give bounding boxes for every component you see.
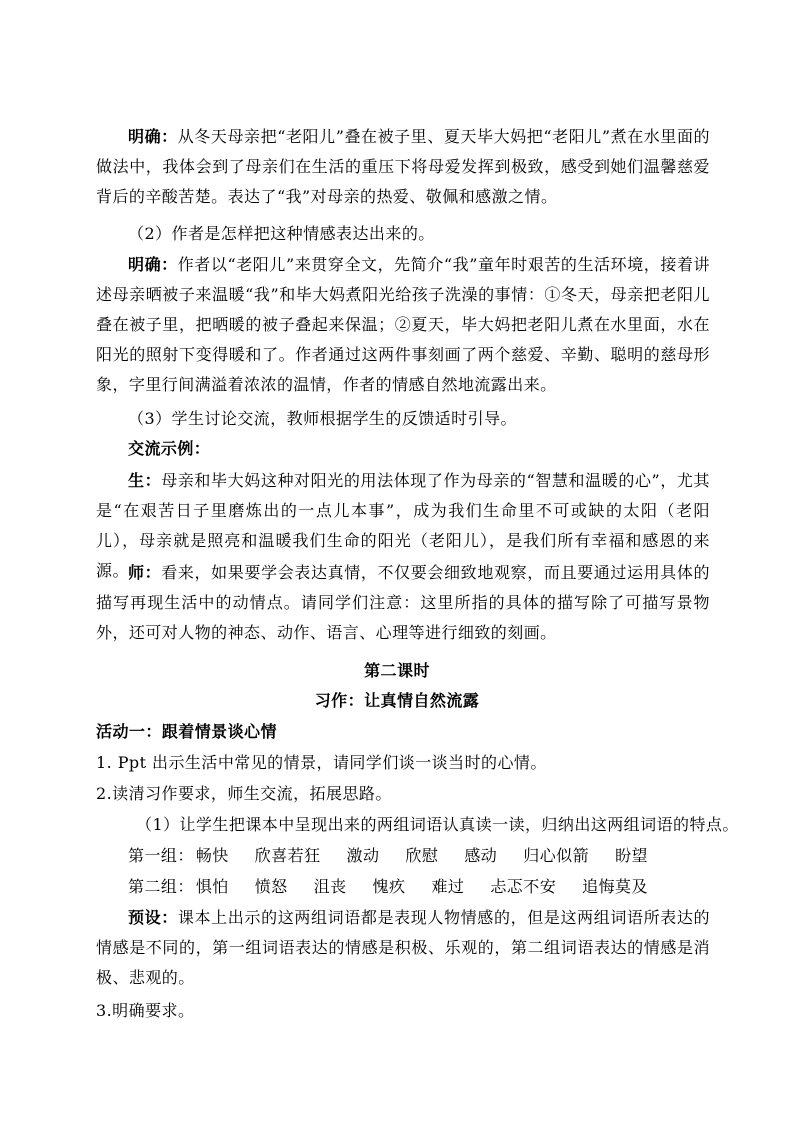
paragraph-clarify-1 bbox=[96, 122, 710, 212]
list-item-2: 2.读清习作要求，师生交流，拓展思路。 bbox=[96, 784, 392, 803]
word: 感动 bbox=[464, 846, 498, 865]
word: 畅快 bbox=[195, 846, 229, 865]
paragraph-teacher bbox=[96, 558, 710, 648]
word: 归心似箭 bbox=[523, 846, 590, 865]
word: 愤怒 bbox=[254, 877, 288, 896]
paragraph-text: 母亲和毕大妈这种对阳光的用法体现了作为母亲的“智慧和温暖的心”，尤其是“在艰苦日子里磨炼出的一点儿本事”，成为我们生命里不可或缺的太阳（老阳儿），母亲就是照亮和温暖我们生命的阳光（老阳儿），是我们所有幸福和感恩的来源。 bbox=[96, 471, 710, 580]
word: 激动 bbox=[346, 846, 380, 865]
paragraph-text: 课本上出示的这两组词语都是表现人物情感的，但是这两组词语所表达的情感是不同的，第一组词语表达的情感是积极、乐观的，第二组词语表达的情感是消极、悲观的。 bbox=[96, 908, 710, 987]
label-preset: 预设： bbox=[128, 908, 178, 927]
paragraph-text: 作者以“老阳儿”来贯穿全文，先简介“我”童年时艰苦的生活环境，接着讲述母亲晒被子来温暖“我”和毕大妈煮阳光给孩子洗澡的事情：①冬天，母亲把老阳儿叠在被子里，把晒暖的被子叠起来保温；②夏天，毕大妈把老阳儿煮在水里面，水在阳光的照射下变得暖和了。作者通过这两件事刻画了两个慈爱、辛勤、聪明的慈母形象，字里行间满溢着浓浓的温情，作者的情感自然地流露出来。 bbox=[96, 255, 710, 394]
label-teacher: 师： bbox=[128, 563, 162, 582]
example-heading: 交流示例： bbox=[128, 439, 211, 458]
word: 欣喜若狂 bbox=[254, 846, 321, 865]
group-label: 第一组： bbox=[128, 846, 194, 865]
word-group-2 bbox=[128, 872, 674, 902]
word: 忐忑不安 bbox=[490, 877, 557, 896]
paragraph-text: 看来，如果要学会表达真情，不仅要会细致地观察，而且要通过运用具体的描写再现生活中的动情点。请同学们注意：这里所指的具体的描写除了可描写景物外，还可对人物的神态、动作、语言、心理等进行细致的刻画。 bbox=[96, 563, 710, 642]
group-label: 第二组： bbox=[128, 877, 194, 896]
lesson-subtitle: 习作：让真情自然流露 bbox=[314, 691, 480, 710]
label-student: 生： bbox=[128, 471, 162, 490]
label-clarify: 明确： bbox=[128, 127, 178, 146]
sub-item-1: （1）让学生把课本中呈现出来的两组词语认真读一读，归纳出这两组词语的特点。 bbox=[136, 815, 739, 834]
label-clarify: 明确： bbox=[128, 255, 178, 274]
lesson-title: 第二课时 bbox=[364, 661, 430, 680]
word: 愧疚 bbox=[372, 877, 406, 896]
word: 难过 bbox=[431, 877, 465, 896]
word: 欣慰 bbox=[405, 846, 439, 865]
word: 盼望 bbox=[615, 846, 648, 865]
question-3: （3）学生讨论交流，教师根据学生的反馈适时引导。 bbox=[128, 409, 517, 428]
paragraph-text: 从冬天母亲把“老阳儿”叠在被子里、夏天毕大妈把“老阳儿”煮在水里面的做法中，我体会到了母亲们在生活的重压下将母爱发挥到极致，感受到她们温馨慈爱背后的辛酸苦楚。表达了“我”对母亲的热爱、敬佩和感激之情。 bbox=[96, 127, 710, 206]
word: 惧怕 bbox=[195, 877, 229, 896]
paragraph-clarify-2 bbox=[96, 250, 710, 400]
word-group-1 bbox=[128, 841, 674, 871]
word: 沮丧 bbox=[313, 877, 347, 896]
activity-1-heading: 活动一：跟着情景谈心情 bbox=[96, 722, 277, 741]
word: 追悔莫及 bbox=[582, 877, 648, 896]
paragraph-preset bbox=[96, 903, 710, 993]
list-item-3: 3.明确要求。 bbox=[96, 1001, 195, 1020]
question-2: （2）作者是怎样把这种情感表达出来的。 bbox=[128, 224, 435, 243]
list-item-1: 1. Ppt 出示生活中常见的情景，请同学们谈一谈当时的心情。 bbox=[96, 753, 547, 772]
